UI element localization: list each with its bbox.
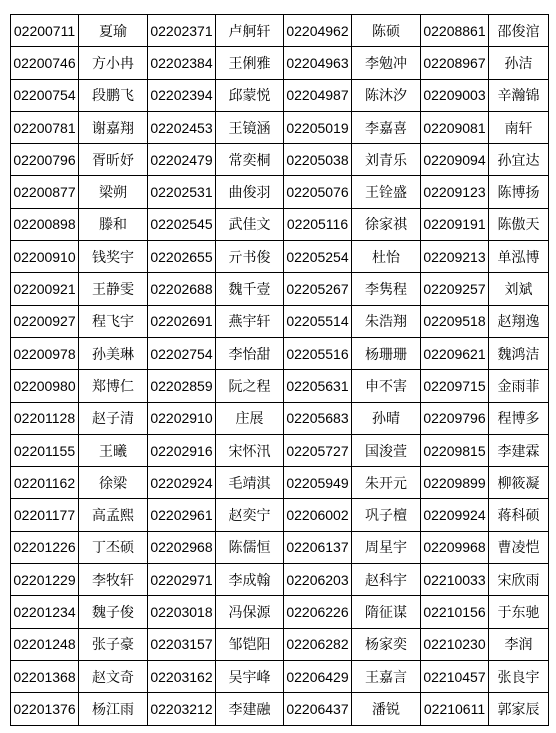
student-name-cell: 李润 [489, 628, 549, 660]
student-name-cell: 张良宇 [489, 660, 549, 692]
student-id-cell: 02202968 [148, 531, 216, 563]
student-name-cell: 王镜涵 [216, 111, 284, 143]
student-id-cell: 02209213 [421, 241, 489, 273]
student-id-cell: 02206226 [284, 596, 352, 628]
student-id-cell: 02202453 [148, 111, 216, 143]
student-id-cell: 02200921 [11, 273, 79, 305]
student-id-cell: 02209968 [421, 531, 489, 563]
student-id-cell: 02209621 [421, 337, 489, 369]
student-name-cell: 魏子俊 [79, 596, 148, 628]
student-name-cell: 赵翔逸 [489, 305, 549, 337]
student-name-cell: 王嘉言 [352, 660, 421, 692]
student-id-cell: 02210457 [421, 660, 489, 692]
student-name-cell: 谢嘉翔 [79, 111, 148, 143]
student-name-cell: 辛瀚锦 [489, 79, 549, 111]
roster-body [11, 15, 549, 726]
student-name-cell: 李怡甜 [216, 337, 284, 369]
student-name-cell: 陈儒恒 [216, 531, 284, 563]
student-id-cell: 02206203 [284, 564, 352, 596]
student-id-cell: 02204987 [284, 79, 352, 111]
table-row [11, 370, 549, 402]
student-name-cell: 曲俊羽 [216, 176, 284, 208]
student-id-cell: 02205727 [284, 434, 352, 466]
student-id-cell: 02200781 [11, 111, 79, 143]
student-id-cell: 02205019 [284, 111, 352, 143]
student-name-cell: 李牧轩 [79, 564, 148, 596]
student-id-cell: 02206437 [284, 693, 352, 725]
student-id-cell: 02209191 [421, 208, 489, 240]
student-id-cell: 02205514 [284, 305, 352, 337]
table-row [11, 208, 549, 240]
student-id-cell: 02200796 [11, 144, 79, 176]
student-id-cell: 02210230 [421, 628, 489, 660]
student-name-cell: 郭家辰 [489, 693, 549, 725]
student-name-cell: 张子豪 [79, 628, 148, 660]
student-id-cell: 02205631 [284, 370, 352, 402]
student-name-cell: 魏千壹 [216, 273, 284, 305]
student-name-cell: 胥昕妤 [79, 144, 148, 176]
student-name-cell: 孙宜达 [489, 144, 549, 176]
student-id-cell: 02205683 [284, 402, 352, 434]
student-id-cell: 02210033 [421, 564, 489, 596]
student-name-cell: 李隽程 [352, 273, 421, 305]
student-id-cell: 02202961 [148, 499, 216, 531]
student-name-cell: 丁丕硕 [79, 531, 148, 563]
student-id-cell: 02208967 [421, 47, 489, 79]
table-row [11, 499, 549, 531]
student-name-cell: 李建霖 [489, 434, 549, 466]
table-row [11, 305, 549, 337]
student-id-cell: 02203018 [148, 596, 216, 628]
student-id-cell: 02202971 [148, 564, 216, 596]
student-name-cell: 武佳文 [216, 208, 284, 240]
student-id-cell: 02209796 [421, 402, 489, 434]
student-id-cell: 02202688 [148, 273, 216, 305]
table-row [11, 434, 549, 466]
student-name-cell: 燕宇轩 [216, 305, 284, 337]
student-name-cell: 国浚萱 [352, 434, 421, 466]
student-name-cell: 常奕桐 [216, 144, 284, 176]
student-name-cell: 刘斌 [489, 273, 549, 305]
student-id-cell: 02202531 [148, 176, 216, 208]
table-row [11, 531, 549, 563]
table-row [11, 47, 549, 79]
student-id-cell: 02202859 [148, 370, 216, 402]
student-name-cell: 宋怀汛 [216, 434, 284, 466]
student-name-cell: 隋征谋 [352, 596, 421, 628]
student-id-cell: 02200898 [11, 208, 79, 240]
student-name-cell: 邵俊涫 [489, 15, 549, 47]
student-id-cell: 02209518 [421, 305, 489, 337]
student-name-cell: 朱浩翔 [352, 305, 421, 337]
student-id-cell: 02200927 [11, 305, 79, 337]
student-name-cell: 杨江雨 [79, 693, 148, 725]
student-id-cell: 02209094 [421, 144, 489, 176]
table-row [11, 111, 549, 143]
student-id-cell: 02210611 [421, 693, 489, 725]
student-id-cell: 02202691 [148, 305, 216, 337]
table-row [11, 79, 549, 111]
student-name-cell: 陈沐汐 [352, 79, 421, 111]
student-name-cell: 潘锐 [352, 693, 421, 725]
table-row [11, 144, 549, 176]
student-name-cell: 陈硕 [352, 15, 421, 47]
student-name-cell: 申不害 [352, 370, 421, 402]
student-name-cell: 邹铠阳 [216, 628, 284, 660]
student-id-cell: 02202545 [148, 208, 216, 240]
student-id-cell: 02210156 [421, 596, 489, 628]
student-name-cell: 吴宇峰 [216, 660, 284, 692]
student-id-cell: 02209715 [421, 370, 489, 402]
student-id-cell: 02203162 [148, 660, 216, 692]
student-id-cell: 02200746 [11, 47, 79, 79]
student-id-cell: 02202910 [148, 402, 216, 434]
student-name-cell: 巩子檀 [352, 499, 421, 531]
student-name-cell: 陈博扬 [489, 176, 549, 208]
student-name-cell: 杜怡 [352, 241, 421, 273]
student-id-cell: 02206137 [284, 531, 352, 563]
student-name-cell: 邱蒙悦 [216, 79, 284, 111]
student-name-cell: 金雨菲 [489, 370, 549, 402]
student-name-cell: 赵文奇 [79, 660, 148, 692]
student-id-cell: 02209123 [421, 176, 489, 208]
student-name-cell: 段鹏飞 [79, 79, 148, 111]
student-name-cell: 钱奖宇 [79, 241, 148, 273]
student-name-cell: 刘青乐 [352, 144, 421, 176]
student-id-cell: 02201229 [11, 564, 79, 596]
table-row [11, 693, 549, 725]
student-name-cell: 王铨盛 [352, 176, 421, 208]
student-id-cell: 02201234 [11, 596, 79, 628]
table-row [11, 273, 549, 305]
student-name-cell: 魏鸿洁 [489, 337, 549, 369]
student-name-cell: 孙美琳 [79, 337, 148, 369]
student-id-cell: 02209003 [421, 79, 489, 111]
student-id-cell: 02200877 [11, 176, 79, 208]
student-name-cell: 柳筱凝 [489, 467, 549, 499]
student-id-cell: 02202924 [148, 467, 216, 499]
student-id-cell: 02200754 [11, 79, 79, 111]
student-id-cell: 02204962 [284, 15, 352, 47]
student-id-cell: 02208861 [421, 15, 489, 47]
student-name-cell: 王俐雅 [216, 47, 284, 79]
student-id-cell: 02203212 [148, 693, 216, 725]
student-id-cell: 02202371 [148, 15, 216, 47]
student-name-cell: 赵子清 [79, 402, 148, 434]
student-name-cell: 李建融 [216, 693, 284, 725]
student-name-cell: 李成翰 [216, 564, 284, 596]
student-id-cell: 02206282 [284, 628, 352, 660]
student-name-cell: 滕和 [79, 208, 148, 240]
student-name-cell: 杨珊珊 [352, 337, 421, 369]
student-name-cell: 亓书俊 [216, 241, 284, 273]
student-id-cell: 02205254 [284, 241, 352, 273]
table-row [11, 467, 549, 499]
student-name-cell: 梁朔 [79, 176, 148, 208]
student-name-cell: 杨家奕 [352, 628, 421, 660]
student-id-cell: 02209257 [421, 273, 489, 305]
student-id-cell: 02201248 [11, 628, 79, 660]
student-name-cell: 朱开元 [352, 467, 421, 499]
student-name-cell: 赵奕宁 [216, 499, 284, 531]
table-row [11, 564, 549, 596]
student-id-cell: 02205267 [284, 273, 352, 305]
student-id-cell: 02205038 [284, 144, 352, 176]
student-id-cell: 02202479 [148, 144, 216, 176]
student-id-cell: 02200978 [11, 337, 79, 369]
student-name-cell: 毛靖淇 [216, 467, 284, 499]
student-name-cell: 孙晴 [352, 402, 421, 434]
student-id-cell: 02209081 [421, 111, 489, 143]
student-name-cell: 阮之程 [216, 370, 284, 402]
student-id-cell: 02205116 [284, 208, 352, 240]
student-name-cell: 孙洁 [489, 47, 549, 79]
student-name-cell: 夏瑜 [79, 15, 148, 47]
student-id-cell: 02200910 [11, 241, 79, 273]
student-name-cell: 宋欣雨 [489, 564, 549, 596]
student-id-cell: 02200711 [11, 15, 79, 47]
table-row [11, 241, 549, 273]
student-id-cell: 02203157 [148, 628, 216, 660]
student-name-cell: 王曦 [79, 434, 148, 466]
student-id-cell: 02204963 [284, 47, 352, 79]
student-name-cell: 南轩 [489, 111, 549, 143]
student-id-cell: 02201368 [11, 660, 79, 692]
student-id-cell: 02202394 [148, 79, 216, 111]
student-id-cell: 02205076 [284, 176, 352, 208]
student-name-cell: 于东驰 [489, 596, 549, 628]
table-row [11, 176, 549, 208]
student-name-cell: 曹凌恺 [489, 531, 549, 563]
student-name-cell: 王静雯 [79, 273, 148, 305]
student-id-cell: 02202754 [148, 337, 216, 369]
student-name-cell: 卢舸轩 [216, 15, 284, 47]
roster-table [10, 14, 549, 726]
student-name-cell: 徐家祺 [352, 208, 421, 240]
student-name-cell: 高孟熙 [79, 499, 148, 531]
student-id-cell: 02205949 [284, 467, 352, 499]
student-id-cell: 02201155 [11, 434, 79, 466]
table-row [11, 628, 549, 660]
student-name-cell: 程飞宇 [79, 305, 148, 337]
student-name-cell: 冯保源 [216, 596, 284, 628]
student-id-cell: 02201376 [11, 693, 79, 725]
student-id-cell: 02209924 [421, 499, 489, 531]
table-row [11, 596, 549, 628]
student-name-cell: 周星宇 [352, 531, 421, 563]
student-name-cell: 程博多 [489, 402, 549, 434]
table-row [11, 660, 549, 692]
student-id-cell: 02205516 [284, 337, 352, 369]
student-id-cell: 02206002 [284, 499, 352, 531]
student-id-cell: 02201226 [11, 531, 79, 563]
student-name-cell: 赵科宇 [352, 564, 421, 596]
table-row [11, 337, 549, 369]
student-name-cell: 李嘉喜 [352, 111, 421, 143]
student-id-cell: 02202916 [148, 434, 216, 466]
student-id-cell: 02202655 [148, 241, 216, 273]
table-row [11, 15, 549, 47]
student-name-cell: 单泓博 [489, 241, 549, 273]
student-id-cell: 02209815 [421, 434, 489, 466]
student-name-cell: 庄展 [216, 402, 284, 434]
student-id-cell: 02209899 [421, 467, 489, 499]
student-id-cell: 02201177 [11, 499, 79, 531]
student-name-cell: 蒋科硕 [489, 499, 549, 531]
student-id-cell: 02201162 [11, 467, 79, 499]
table-row [11, 402, 549, 434]
student-id-cell: 02202384 [148, 47, 216, 79]
student-id-cell: 02201128 [11, 402, 79, 434]
student-name-cell: 陈傲天 [489, 208, 549, 240]
student-name-cell: 李勉冲 [352, 47, 421, 79]
student-id-cell: 02206429 [284, 660, 352, 692]
student-name-cell: 方小冉 [79, 47, 148, 79]
student-name-cell: 徐梁 [79, 467, 148, 499]
student-name-cell: 郑博仁 [79, 370, 148, 402]
student-id-cell: 02200980 [11, 370, 79, 402]
